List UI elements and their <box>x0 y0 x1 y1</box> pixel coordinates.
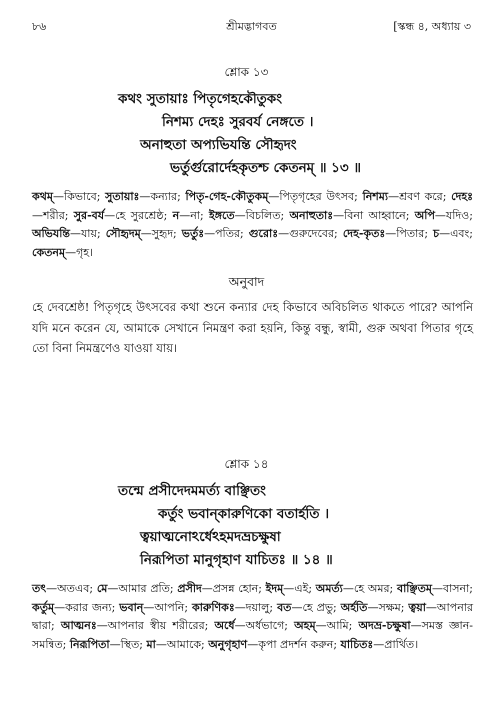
chapter-reference: [স্কন্ধ ৪, অধ্যায় ৩ <box>393 20 471 33</box>
verse-14-line-4: নিরূপিতা মানুগৃহাণ যাচিতঃ ॥ ১৪ ॥ <box>140 552 333 568</box>
verse-14-synonym-meaning: —সমস্ত জ্ঞান-সমন্বিত; <box>32 619 473 651</box>
verse-13-synonym-word: পিতৃ-গেহ-কৌতুকম্ <box>185 190 269 203</box>
verse-14-synonyms <box>32 580 473 654</box>
verse-14-synonym-word: তৎ <box>32 582 47 595</box>
verse-14-synonym-word: অর্ধে <box>214 619 235 632</box>
verse-14-synonym-meaning: —এই; <box>283 582 313 595</box>
verse-14-synonym-word: বত <box>277 600 292 614</box>
verse-14-synonym-word: অমর্ত্য <box>315 582 343 595</box>
verse-13-synonym-word: সুর-বর্য <box>73 208 105 222</box>
verse-14-synonym-word: যাচিতঃ <box>340 637 374 651</box>
verse-13-synonym-word: অনাহুতাঃ <box>289 208 334 222</box>
verse-13-synonym-word: ইঙ্গতে <box>208 208 235 222</box>
verse-13-synonym-word: সুতায়াঃ <box>105 190 140 203</box>
verse-13-synonyms <box>32 188 473 262</box>
verse-14-synonym-word: বাঞ্ছিতম্ <box>396 582 432 595</box>
verse-13-synonym-word: দেহঃ <box>451 190 474 203</box>
verse-14-synonym-meaning: —আপনার স্বীয় শরীরের; <box>96 619 209 632</box>
verse-14-synonym-word: ইদম্ <box>265 582 284 595</box>
translation-text: হে দেবশ্রেষ্ঠ! পিতৃগৃহে উৎসবের কথা শুনে কন্যার দেহ কিভাবে অবিচলিত থাকতে পারে? আপনি যদি মনে করেন যে, আমাকে সেখানে নিমন্ত্রণ করা হয়নি, কিন্তু বন্ধু, স্বামী, গুরু অথবা পিতার গৃহে তো বিনা নিমন্ত্রণেও যাওয়া যায়। <box>32 300 473 355</box>
verse-13-line-1: কথং সুতায়াঃ পিতৃগেহকৌতুকং <box>118 91 283 107</box>
page-number: ৮৬ <box>32 20 47 33</box>
verse-14-line-2: কর্তুং ভবান্‌কারুণিকো বতার্হতি । <box>158 506 330 522</box>
verse-14-synonym-meaning: —আপনি; <box>143 600 189 614</box>
verse-13-synonym-word: নিশম্য <box>362 190 389 203</box>
verse-14-label: শ্লোক ১৪ <box>224 457 269 471</box>
page-header <box>32 18 471 36</box>
verse-13-synonym-word: ভর্তুঃ <box>181 227 205 240</box>
verse-13-synonym-word: চ <box>433 227 440 240</box>
verse-14-line-1: তন্মে প্রসীদেদমমর্ত্য বাঞ্ছিতং <box>118 483 266 499</box>
verse-14-synonym-meaning: —সক্ষম; <box>367 600 405 614</box>
verse-13-line-2: নিশম্য দেহঃ সুরবর্য নেঙ্গতে । <box>162 114 314 130</box>
verse-14-synonym-meaning: —অর্ধভাগে; <box>234 619 289 632</box>
verse-13-synonym-word: গুরোঃ <box>248 227 279 240</box>
verse-13-synonym-word: অপি <box>414 208 435 222</box>
verse-14-synonym-word: অনুগৃহাণ <box>208 637 248 651</box>
verse-13-synonym-meaning: —কন্যার; <box>139 190 181 203</box>
verse-13-synonym-word: দেহ-কৃতঃ <box>342 227 386 240</box>
verse-14-synonym-word: অর্হতি <box>340 600 368 614</box>
verse-13-synonym-word: অভিযন্তি <box>32 227 70 240</box>
verse-13-synonym-meaning: —যদিও; <box>434 208 473 222</box>
verse-14-synonym-meaning: —স্থিত; <box>109 637 143 651</box>
verse-13-synonym-meaning: —পতির; <box>204 227 244 240</box>
verse-13-synonym-meaning: —সুহৃদ; <box>140 227 177 240</box>
verse-13-synonym-meaning: —পিতার; <box>385 227 429 240</box>
verse-14-synonym-word: কর্তুম্ <box>32 600 55 614</box>
verse-14-synonym-meaning: —কৃপা প্রদর্শন করুন; <box>247 637 338 651</box>
verse-14-synonym-meaning: —হে অমর; <box>342 582 394 595</box>
verse-13-label: শ্লোক ১৩ <box>224 65 269 79</box>
verse-14-line-3: ত্বয়াত্মনোঽর্ধেঽহমদভ্রচক্ষুষা <box>140 529 281 545</box>
verse-14-synonym-meaning: —দয়ালু; <box>234 600 274 614</box>
verse-14-synonym-meaning: —আমাকে; <box>155 637 205 651</box>
verse-14-synonym-meaning: —আমি; <box>315 619 353 632</box>
verse-14-synonym-word: কারুণিকঃ <box>192 600 235 614</box>
verse-14-synonym-word: অদভ্র-চক্ষুষা <box>358 619 411 632</box>
verse-13-synonym-meaning: —শরীর; <box>32 208 69 222</box>
verse-14-synonym-meaning: —হে প্রভু; <box>291 600 337 614</box>
verse-14-synonym-meaning: —আমার প্রতি; <box>107 582 174 595</box>
verse-14-synonym-word: ত্বয়া <box>408 600 426 614</box>
verse-14-synonym-word: নিরূপিতা <box>69 637 110 651</box>
verse-13-synonym-meaning: —গৃহ। <box>65 245 94 259</box>
verse-13-synonym-meaning: —বিনা আহ্বানে; <box>333 208 410 222</box>
verse-14-synonym-word: মা <box>146 637 156 651</box>
verse-13-synonym-meaning: —পিতৃগৃহের উৎসব; <box>268 190 358 203</box>
verse-13-synonym-word: কথম্ <box>32 190 53 203</box>
verse-14-synonym-meaning: —করার জন্য; <box>54 600 116 614</box>
verse-13-synonym-meaning: —না; <box>179 208 204 222</box>
verse-14-synonym-word: অহম্ <box>294 619 316 632</box>
verse-13-synonym-meaning: —হে সুরশ্রেষ্ঠ; <box>104 208 168 222</box>
verse-14-synonym-word: প্রসীদ <box>177 582 202 595</box>
verse-14-synonym-word: ভবান্ <box>119 600 144 614</box>
translation-heading: অনুবাদ <box>228 274 265 289</box>
verse-14-synonym-word: আত্মনঃ <box>60 619 97 632</box>
verse-13-synonym-meaning: —কিভাবে; <box>52 190 101 203</box>
verse-13-synonym-meaning: —এবং; <box>439 227 473 240</box>
verse-14-synonym-meaning: —বাসনা; <box>431 582 474 595</box>
verse-13-synonym-word: ন <box>172 208 180 222</box>
verse-13-line-3: অনাহুতা অপ্যভিযন্তি সৌহৃদং <box>140 137 297 153</box>
verse-14-synonym-meaning: —অতএব; <box>46 582 94 595</box>
verse-13-synonym-meaning: —যায়; <box>69 227 101 240</box>
verse-14-synonym-meaning: —প্রার্থিত। <box>373 637 419 651</box>
verse-13-synonym-meaning: —শ্রবণ করে; <box>388 190 447 203</box>
verse-13-synonym-meaning: —বিচলিত; <box>234 208 285 222</box>
verse-13-synonym-word: কেতনম্ <box>32 245 66 259</box>
verse-14-synonym-meaning: —আপনার দ্বারা; <box>32 600 474 632</box>
verse-13-synonym-meaning: —গুরুদেবের; <box>278 227 338 240</box>
verse-13-line-4: ভর্তুর্গুরোর্দেহকৃতশ্চ কেতনম্ ॥ ১৩ ॥ <box>170 160 362 176</box>
verse-14-synonym-word: মে <box>96 582 108 595</box>
book-title: শ্রীমদ্ভাগবত <box>226 20 277 33</box>
verse-14-synonym-meaning: —প্রসন্ন হোন; <box>201 582 262 595</box>
verse-13-synonym-word: সৌহৃদম্ <box>105 227 141 240</box>
